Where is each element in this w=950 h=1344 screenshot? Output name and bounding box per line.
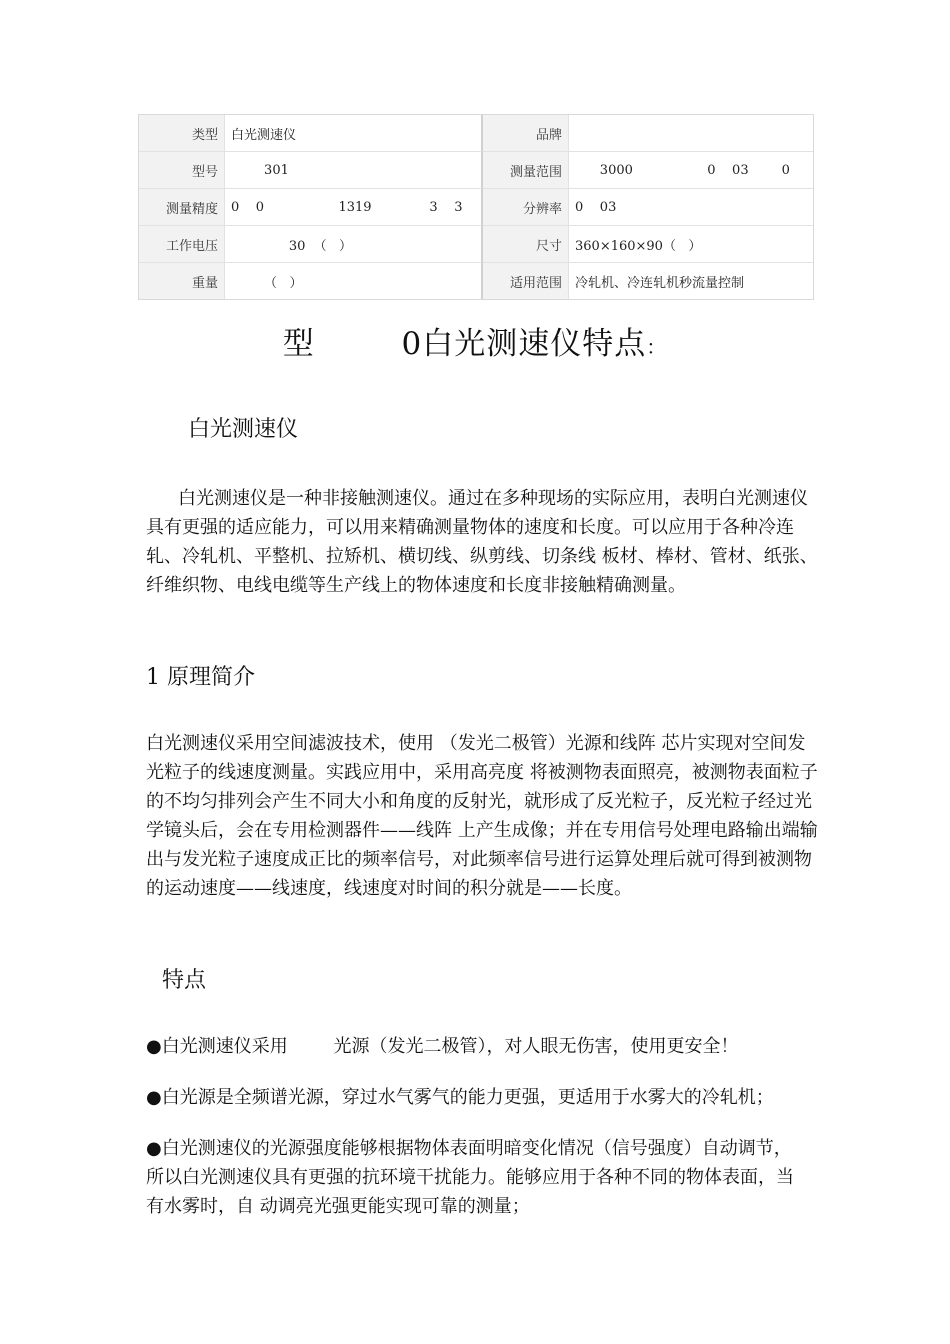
section-heading-features: 特点 [162, 968, 207, 993]
feature-bullet: ●白光测速仪的光源强度能够根据物体表面明暗变化情况（信号强度）自动调节，所以白光测速仪具有更强的抗环境干扰能力。能够应用于各种不同的物体表面，当有水雾时，自 动调亮光强更能实现可靠的测量； [146, 1138, 794, 1217]
spec-value: （ ） [225, 263, 483, 299]
spec-label: 类型 [139, 115, 225, 152]
spec-label: 尺寸 [483, 226, 569, 263]
spec-label: 分辨率 [483, 189, 569, 226]
page-title-colon: ： [646, 335, 668, 359]
spec-value [569, 115, 813, 152]
spec-value: 0 03 [569, 189, 813, 226]
spec-value: 301 [225, 152, 483, 189]
spec-value: 30 （ ） [225, 226, 483, 263]
page-title-text: 型 0白光测速仪特点 [282, 326, 647, 362]
principle-paragraph: 白光测速仪采用空间滤波技术，使用 （发光二极管）光源和线阵 芯片实现对空间发光粒子的线速度测量。实践应用中，采用高亮度 将被测物表面照亮，被测物表面粒子的不均匀排列会产生不同大小和角度的反射光，就形成了反光粒子，反光粒子经过光学镜头后，会在专用检测器件——线阵 上产生成像；并在专用信号处理电路输出端输出与发光粒子速度成正比的频率信号，对此频率信号进行运算处理后就可得到被测物的运动速度——线速度，线速度对时间的积分就是——长度。 [146, 733, 818, 899]
section-heading-white-light: 白光测速仪 [188, 417, 299, 442]
spec-label: 重量 [139, 263, 225, 299]
spec-value: 冷轧机、冷连轧机秒流量控制 [575, 275, 745, 291]
spec-table [138, 114, 814, 300]
spec-label: 型号 [139, 152, 225, 189]
intro-paragraph: 白光测速仪是一种非接触测速仪。通过在多种现场的实际应用，表明白光测速仪具有更强的适应能力，可以用来精确测量物体的速度和长度。可以应用于各种冷连轧、冷轧机、平整机、拉矫机、横切线、纵剪线、切条线 板材、棒材、管材、纸张、纤维织物、电线电缆等生产线上的物体速度和长度非接触精确测量。 [146, 488, 818, 596]
page-title [0, 318, 950, 363]
spec-row [139, 115, 813, 152]
spec-row [139, 189, 813, 226]
section-heading-principle: 1 原理简介 [146, 665, 255, 690]
spec-label: 适用范围 [483, 263, 569, 299]
spec-label: 测量精度 [139, 189, 225, 226]
spec-label: 品牌 [483, 115, 569, 152]
spec-row [139, 152, 813, 189]
spec-label: 测量范围 [483, 152, 569, 189]
feature-bullet: ●白光测速仪采用 光源（发光二极管），对人眼无伤害，使用更安全！ [146, 1036, 739, 1057]
spec-label: 工作电压 [139, 226, 225, 263]
spec-value: 3000 0 03 0 [569, 152, 813, 189]
spec-value: 360×160×90（ ） [569, 226, 813, 263]
feature-bullet: ●白光源是全频谱光源，穿过水气雾气的能力更强，更适用于水雾大的冷轧机； [146, 1087, 774, 1108]
spec-value: 白光测速仪 [225, 115, 483, 152]
spec-row [139, 263, 813, 299]
spec-value: 0 0 1319 3 3 [225, 189, 483, 226]
spec-row [139, 226, 813, 263]
